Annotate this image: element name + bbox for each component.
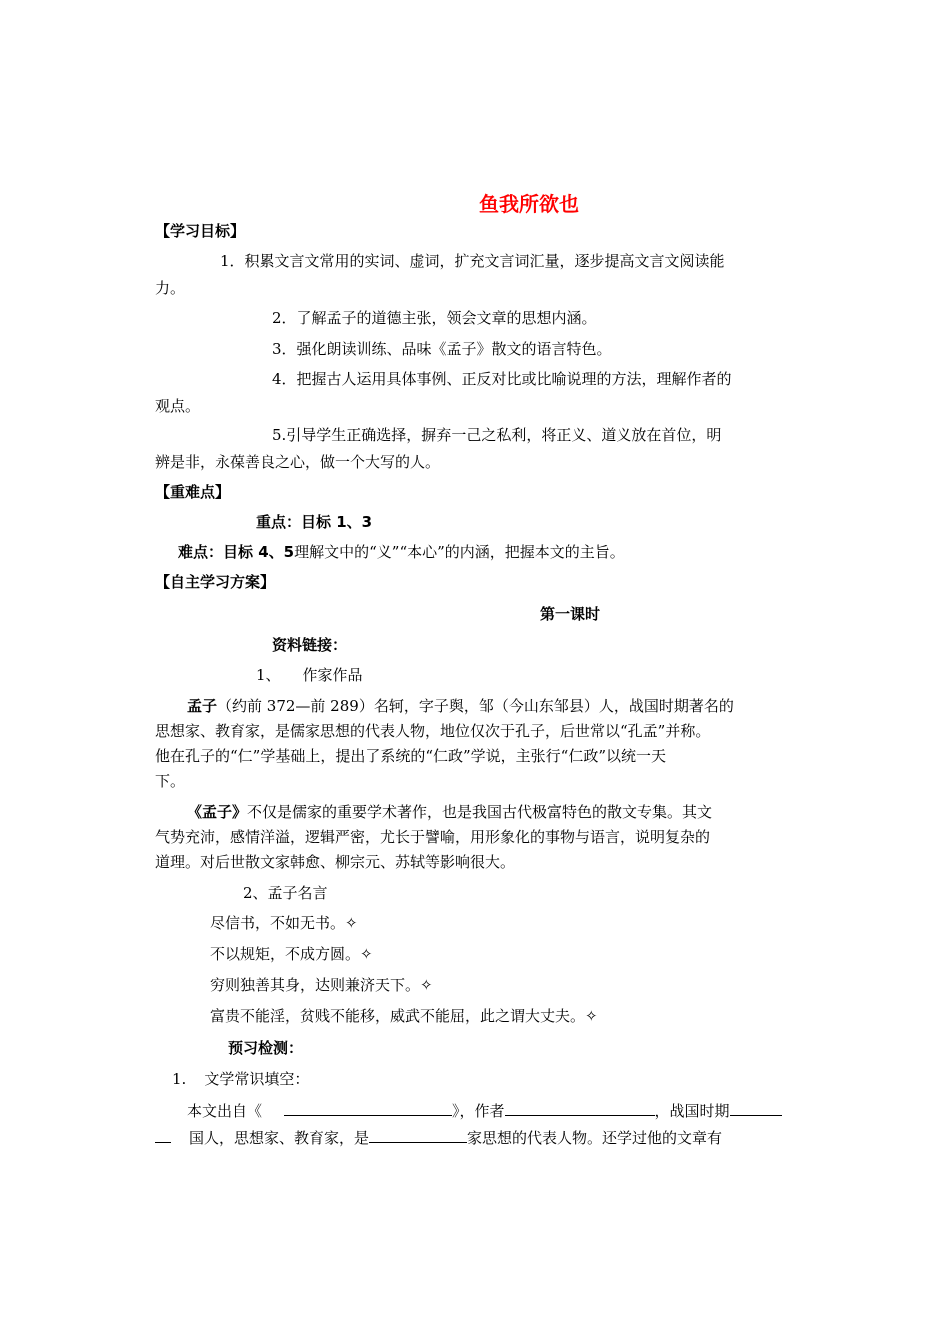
section-heading-goals: 【学习目标】	[155, 222, 246, 240]
resource-item-1	[256, 665, 363, 685]
fill-text-b1: 国人，思想家、教育家，是	[189, 1129, 370, 1147]
resource-item-1-number: 1、	[256, 666, 281, 684]
fill-blank-line-a	[187, 1099, 782, 1121]
blank-school[interactable]	[369, 1126, 467, 1143]
lesson-label: 第一课时	[540, 605, 601, 623]
book-intro-line-a	[187, 802, 712, 822]
quote-1	[210, 913, 358, 933]
preview-item-1-text: 文学常识填空：	[204, 1070, 310, 1088]
resource-heading: 资料链接：	[272, 636, 348, 654]
quote-1-text: 尽信书，不如无书。	[210, 914, 346, 932]
preview-item-1-number: 1.	[172, 1070, 187, 1088]
goal-5-line-a: 5.引导学生正确选择，摒弃一己之私利，将正义、道义放在首位，明	[272, 426, 722, 444]
goal-4-line-b: 观点。	[155, 397, 201, 415]
goal-1-line-a: 1．积累文言文常用的实词、虚词，扩充文言词汇量，逐步提高文言文阅读能	[220, 252, 725, 270]
difficult-point-text: 理解文中的“义”“本心”的内涵，把握本文的主旨。	[294, 543, 625, 561]
fill-text-a3: ，战国时期	[654, 1102, 730, 1120]
fill-blank-line-b	[155, 1126, 722, 1148]
resource-item-1-text: 作家作品	[302, 666, 363, 684]
quote-4	[210, 1006, 598, 1026]
fill-text-b2: 家思想的代表人物。还学过他的文章有	[467, 1129, 723, 1147]
goal-4-line-a: 4．把握古人运用具体事例、正反对比或比喻说理的方法，理解作者的	[272, 370, 732, 388]
blank-state[interactable]	[730, 1099, 782, 1116]
section-heading-key-points: 【重难点】	[155, 483, 231, 501]
blank-author[interactable]	[505, 1099, 655, 1116]
quote-2	[210, 944, 373, 964]
resource-item-2: 2、孟子名言	[243, 884, 328, 902]
preview-heading: 预习检测：	[228, 1039, 304, 1057]
book-intro-line-c: 道理。对后世散文家韩愈、柳宗元、苏轼等影响很大。	[155, 853, 516, 871]
fill-text-a2: 》，作者	[452, 1102, 505, 1120]
book-intro-a: 不仅是儒家的重要学术著作，也是我国古代极富特色的散文专集。其文	[247, 803, 713, 821]
section-heading-self-study: 【自主学习方案】	[155, 573, 276, 591]
star-icon: ✧	[345, 914, 358, 932]
quote-3	[210, 975, 433, 995]
blank-book-title[interactable]	[284, 1099, 452, 1116]
mencius-bio-a: （约前 372—前 289）名轲，字子舆，邹（今山东邹县）人，战国时期著名的	[217, 697, 734, 715]
document-title: 鱼我所欲也	[479, 192, 579, 216]
mencius-bio-line-b: 思想家、教育家，是儒家思想的代表人物，地位仅次于孔子，后世常以“孔孟”并称。	[155, 722, 711, 740]
quote-2-text: 不以规矩，不成方圆。	[210, 945, 361, 963]
difficult-point-label: 难点：目标 4、5	[178, 543, 295, 561]
star-icon: ✧	[585, 1007, 598, 1025]
quote-4-text: 富贵不能淫，贫贱不能移，威武不能屈，此之谓大丈夫。	[210, 1007, 586, 1025]
mencius-bio-line-a	[187, 696, 734, 716]
mencius-bio-line-d: 下。	[155, 772, 186, 790]
star-icon: ✧	[360, 945, 373, 963]
star-icon: ✧	[420, 976, 433, 994]
goal-3: 3．强化朗读训练、品味《孟子》散文的语言特色。	[272, 340, 612, 358]
goal-1-line-b: 力。	[155, 279, 186, 297]
mencius-bio-line-c: 他在孔子的“仁”学基础上，提出了系统的“仁政”学说，主张行“仁政”以统一天	[155, 747, 667, 765]
difficult-point	[178, 542, 625, 562]
preview-item-1	[172, 1069, 309, 1089]
mencius-name: 孟子	[187, 697, 218, 715]
goal-2: 2．了解孟子的道德主张，领会文章的思想内涵。	[272, 309, 597, 327]
key-point: 重点：目标 1、3	[256, 513, 373, 531]
book-intro-line-b: 气势充沛，感情洋溢，逻辑严密，尤长于譬喻，用形象化的事物与语言，说明复杂的	[155, 828, 711, 846]
book-name: 《孟子》	[187, 803, 248, 821]
quote-3-text: 穷则独善其身，达则兼济天下。	[210, 976, 421, 994]
blank-state-cont[interactable]	[155, 1126, 171, 1143]
goal-5-line-b: 辨是非，永葆善良之心，做一个大写的人。	[155, 453, 441, 471]
fill-text-a1: 本文出自《	[187, 1102, 263, 1120]
